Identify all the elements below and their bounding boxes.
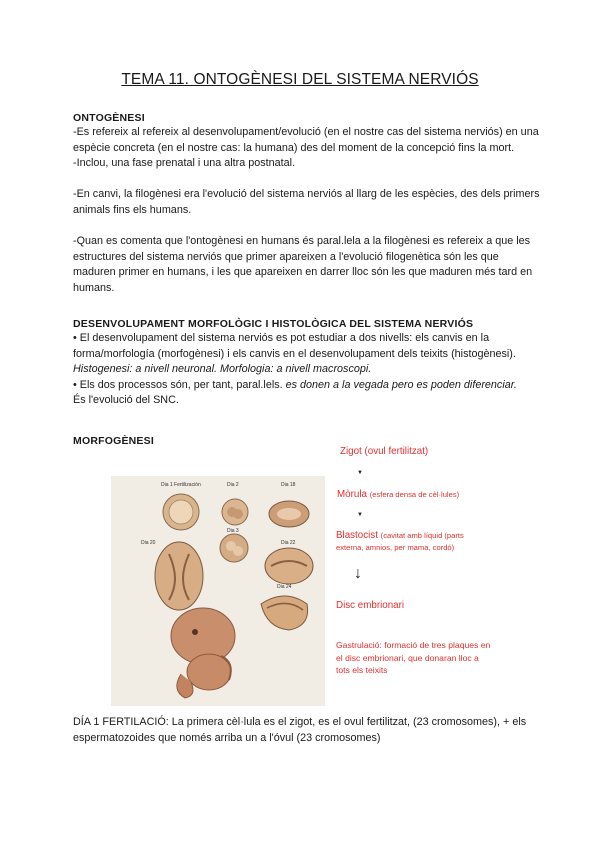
embryo-development-figure	[111, 476, 325, 706]
bullet-item	[73, 378, 543, 394]
arrow-down-icon: ▼	[357, 512, 363, 518]
label-morula-note: (esfera densa de cèl·lules)	[369, 490, 460, 499]
label-morula	[337, 489, 459, 501]
bullet-item: • El desenvolupament del sistema nerviós es pot estudiar a dos nivells: els canvis en la forma/morfología (morfogènesi) i els canvis en el desenvolupament dels teixits (histogènesi).	[73, 332, 516, 360]
section-heading-desenvolupament: DESENVOLUPAMENT MORFOLÒGIC I HISTOLÒGICA DEL SISTEMA NERVIÓS	[73, 318, 474, 330]
footer-paragraph: DÍA 1 FERTILACIÓ: La primera cèl·lula es el zigot, es el ovul fertilitzat, (23 cromosomes), + els espermatozoides que només arriba un a l'óvul (23 cromosomes)	[73, 716, 527, 744]
italic-note: es donen a la vegada pero es poden diferenciar.	[285, 378, 517, 391]
figure-label: Dia 20	[141, 540, 156, 546]
paragraph: -Es refereix al refereix al desenvolupament/evolució (en el nostre cas del sistema nerviós) en una espècie concreta (en el nostre cas: la humana) des del moment de la concepció fins la mort.	[73, 126, 539, 154]
label-blastocist	[336, 530, 486, 554]
label-disc-embrionari: Disc embrionari	[336, 600, 405, 611]
arrow-down-icon: ▼	[357, 470, 363, 476]
paragraph: -Inclou, una fase prenatal i una altra postnatal.	[73, 157, 296, 170]
ontogenesi-text	[73, 125, 543, 297]
page-title: TEMA 11. ONTOGÈNESI DEL SISTEMA NERVIÓS	[121, 71, 479, 88]
embryo-illustration	[111, 476, 325, 706]
section-heading-morfogenesi: MORFOGÈNESI	[73, 435, 154, 447]
label-blastocist-note: (cavitat amb líquid (parts externa, amnios, per mama, cordó)	[336, 531, 464, 552]
label-morula-title: Mòrula	[337, 489, 367, 500]
label-zigot: Zigot (ovul fertilitzat)	[340, 446, 429, 457]
figure-label: Dia 1 Fertilización	[161, 482, 201, 488]
figure-label: Dia 2	[227, 482, 239, 488]
figure-label: Dia 3	[227, 528, 239, 534]
bullet-text: • Els dos processos són, per tant, paral.lels.	[73, 378, 283, 391]
label-gastrulacio: Gastrulació: formació de tres plaques en el disc embrionari, que donaran lloc a tots els teixits	[336, 640, 491, 675]
paragraph: -Quan es comenta que l'ontogènesi en humans és paral.lela a la filogènesi es refereix a que les estructures del sistema nerviós que primer apareixen a l'evolució filogenètica són les que maduren primer en humans, i les que apareixen en darrer lloc són les que maduren més tard en humans.	[73, 235, 533, 294]
label-blastocist-title: Blastocist	[336, 530, 378, 541]
long-arrow-down-icon: ↓	[354, 565, 362, 582]
desenvolupament-text	[73, 331, 543, 409]
figure-label: Dia 18	[281, 482, 296, 488]
section-heading-ontogenesi: ONTOGÈNESI	[73, 112, 145, 124]
paragraph: És l'evolució del SNC.	[73, 394, 179, 407]
figure-label: Dia 22	[281, 540, 296, 546]
paragraph: -En canvi, la filogènesi era l'evolució del sistema nerviós al llarg de les espècies, des dels primers animals fins els humans.	[73, 188, 540, 216]
figure-label: Dia 24	[277, 584, 292, 590]
italic-note: Histogenesi: a nivell neuronal. Morfologia: a nivell macroscopi.	[73, 363, 372, 376]
